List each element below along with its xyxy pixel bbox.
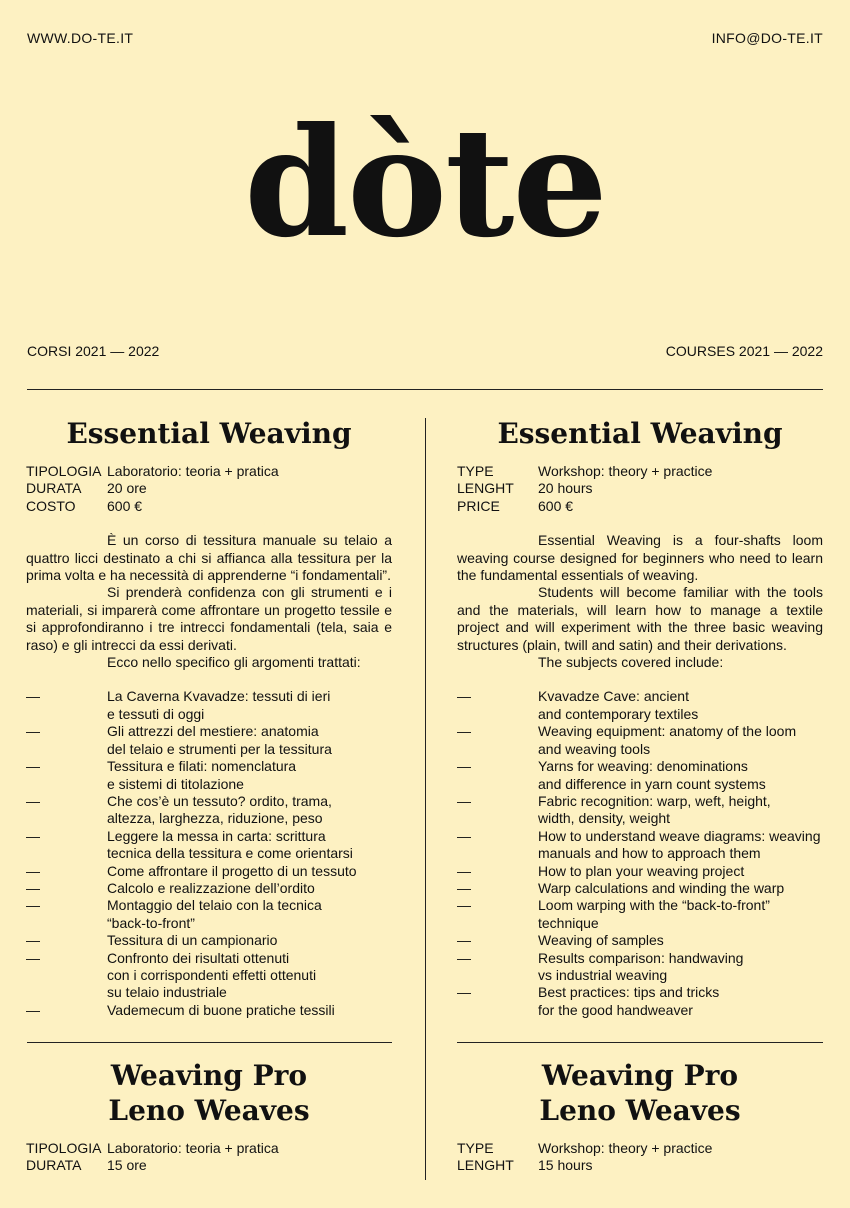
meta-key: TIPOLOGIA [26, 1140, 102, 1156]
header-divider [27, 389, 823, 390]
topic-text: Leggere la messa in carta: scrittura tecnica della tessitura e come orientarsi [107, 827, 353, 862]
meta-key: LENGHT [457, 1157, 514, 1174]
website-link[interactable]: WWW.DO-TE.IT [27, 30, 134, 46]
dash-bullet: — [26, 1001, 40, 1018]
topic-text: How to understand weave diagrams: weaving manuals and how to approach them [538, 827, 821, 862]
meta-row [26, 463, 392, 480]
meta-key: DURATA [26, 480, 82, 497]
year-label-it: CORSI 2021 — 2022 [27, 343, 160, 359]
meta-row [457, 463, 823, 480]
dash-bullet: — [26, 949, 40, 966]
italian-course-essential [26, 416, 392, 1019]
course-meta [26, 1140, 392, 1175]
topic-text: Calcolo e realizzazione dell’ordito [107, 879, 315, 896]
dash-bullet: — [457, 723, 471, 740]
dash-bullet: — [457, 949, 471, 966]
meta-key: TYPE [457, 1140, 494, 1156]
meta-row [457, 1157, 823, 1174]
dash-bullet: — [26, 932, 40, 949]
meta-value: 600 € [107, 497, 143, 514]
dash-bullet: — [26, 897, 40, 914]
list-item [457, 880, 823, 897]
meta-value: 20 ore [107, 480, 147, 497]
meta-key: LENGHT [457, 480, 514, 497]
course-title: Essential Weaving [66, 417, 352, 450]
dash-bullet: — [457, 792, 471, 809]
list-item [457, 950, 823, 985]
course-title-line: Leno Weaves [539, 1094, 741, 1127]
course-title [26, 1058, 392, 1128]
meta-row [26, 1157, 392, 1174]
topic-text: Warp calculations and winding the warp [538, 879, 785, 896]
course-title-line: Weaving Pro [541, 1059, 739, 1092]
list-item [26, 723, 392, 758]
topic-text: Best practices: tips and tricks for the good handweaver [538, 984, 720, 1018]
meta-value: Laboratorio: teoria + pratica [107, 1140, 279, 1156]
meta-key: TYPE [457, 463, 494, 479]
topic-text: Kvavadze Cave: ancient and contemporary textiles [538, 688, 699, 722]
list-item [26, 880, 392, 897]
meta-value: 15 ore [107, 1157, 147, 1174]
email-link[interactable]: INFO@DO-TE.IT [711, 30, 823, 46]
list-item [457, 984, 823, 1019]
list-item [26, 793, 392, 828]
year-label-en: COURSES 2021 — 2022 [665, 343, 823, 359]
list-item [26, 863, 392, 880]
meta-value: 20 hours [538, 480, 593, 497]
dash-bullet: — [26, 862, 40, 879]
meta-value: 600 € [538, 497, 574, 514]
list-item [26, 758, 392, 793]
course-title-line: Leno Weaves [108, 1094, 310, 1127]
meta-key: COSTO [26, 497, 76, 514]
description-paragraph: Ecco nello specifico gli argomenti trattati: [107, 654, 361, 671]
list-item [457, 688, 823, 723]
meta-row [457, 1140, 823, 1157]
topic-text: Come affrontare il progetto di un tessuto [107, 862, 357, 879]
meta-row [457, 498, 823, 515]
list-item [457, 828, 823, 863]
dash-bullet: — [26, 758, 40, 775]
meta-value: 15 hours [538, 1157, 593, 1174]
meta-key: TIPOLOGIA [26, 463, 102, 479]
topic-text: Tessitura e filati: nomenclatura e sistemi di titolazione [107, 758, 297, 792]
list-item [26, 1002, 392, 1019]
meta-value: Workshop: theory + practice [538, 1140, 713, 1156]
meta-value: Laboratorio: teoria + pratica [107, 463, 279, 479]
topic-text: Vademecum di buone pratiche tessili [107, 1001, 335, 1018]
list-item [457, 758, 823, 793]
dash-bullet: — [457, 688, 471, 705]
list-item [26, 950, 392, 1002]
italian-course-leno [26, 1058, 392, 1175]
list-item [457, 863, 823, 880]
topic-text: Confronto dei risultati ottenuti con i corrispondenti effetti ottenuti su telaio industriale [107, 949, 317, 1001]
course-title-line: Weaving Pro [110, 1059, 308, 1092]
dash-bullet: — [457, 758, 471, 775]
topic-text: Gli attrezzi del mestiere: anatomia del telaio e strumenti per la tessitura [107, 723, 332, 757]
dash-bullet: — [457, 879, 471, 896]
course-title [457, 1058, 823, 1128]
list-item [26, 688, 392, 723]
course-title: Essential Weaving [497, 417, 783, 450]
section-divider-it [27, 1042, 392, 1043]
dash-bullet: — [457, 932, 471, 949]
list-item [457, 723, 823, 758]
meta-value: Workshop: theory + practice [538, 463, 713, 479]
topic-text: Che cos’è un tessuto? ordito, trama, altezza, larghezza, riduzione, peso [107, 792, 332, 827]
course-description [26, 532, 392, 671]
list-item [26, 828, 392, 863]
topic-text: Tessitura di un campionario [107, 932, 278, 949]
description-paragraph: Students will become familiar with the tools and the materials, will learn how to manage a textile project and will experiment with the three basic weaving structures (plain, twill and satin) and their derivations. [457, 584, 823, 653]
meta-key: PRICE [457, 497, 500, 514]
topic-text: Weaving of samples [538, 932, 664, 949]
topic-text: Results comparison: handwaving vs industrial weaving [538, 949, 744, 983]
english-course-essential [457, 416, 823, 1019]
description-paragraph: Si prenderà confidenza con gli strumenti e i materiali, si imparerà come affrontare un progetto tessile e si approfondiranno i tre intrecci fondamentali (tela, saia e raso) e gli intrecci da essi derivati. [26, 584, 392, 653]
list-item [26, 932, 392, 949]
course-description [457, 532, 823, 671]
meta-row [26, 480, 392, 497]
meta-row [457, 480, 823, 497]
dash-bullet: — [457, 862, 471, 879]
topic-text: Weaving equipment: anatomy of the loom and weaving tools [538, 723, 797, 757]
meta-row [26, 498, 392, 515]
topic-text: Montaggio del telaio con la tecnica “back-to-front” [107, 897, 322, 931]
topic-text: How to plan your weaving project [538, 862, 745, 879]
dash-bullet: — [457, 984, 471, 1001]
dash-bullet: — [26, 723, 40, 740]
course-meta [26, 463, 392, 515]
description-paragraph: The subjects covered include: [538, 654, 724, 671]
list-item [457, 897, 823, 932]
dash-bullet: — [26, 827, 40, 844]
dash-bullet: — [26, 792, 40, 809]
description-paragraph: È un corso di tessitura manuale su telaio a quattro licci destinato a chi si affianca alla tessitura per la prima volta e ha necessità di apprenderne “i fondamentali”. [26, 532, 392, 584]
dash-bullet: — [26, 688, 40, 705]
list-item [457, 932, 823, 949]
topic-text: Loom warping with the “back-to-front” technique [538, 897, 770, 931]
dash-bullet: — [457, 827, 471, 844]
logo: dòte [244, 95, 606, 271]
english-course-leno [457, 1058, 823, 1175]
column-divider [425, 418, 426, 1180]
topic-text: Fabric recognition: warp, weft, height, width, density, weight [538, 792, 771, 827]
topic-list [26, 688, 392, 1019]
dash-bullet: — [26, 879, 40, 896]
topic-text: Yarns for weaving: denominations and difference in yarn count systems [538, 758, 766, 792]
course-meta [457, 463, 823, 515]
course-meta [457, 1140, 823, 1175]
list-item [457, 793, 823, 828]
dash-bullet: — [457, 897, 471, 914]
section-divider-en [457, 1042, 823, 1043]
topic-list [457, 688, 823, 1019]
list-item [26, 897, 392, 932]
description-paragraph: Essential Weaving is a four-shafts loom weaving course designed for beginners who need to learn the fundamental essentials of weaving. [457, 532, 823, 584]
topic-text: La Caverna Kvavadze: tessuti di ieri e tessuti di oggi [107, 688, 331, 722]
meta-key: DURATA [26, 1157, 82, 1174]
meta-row [26, 1140, 392, 1157]
